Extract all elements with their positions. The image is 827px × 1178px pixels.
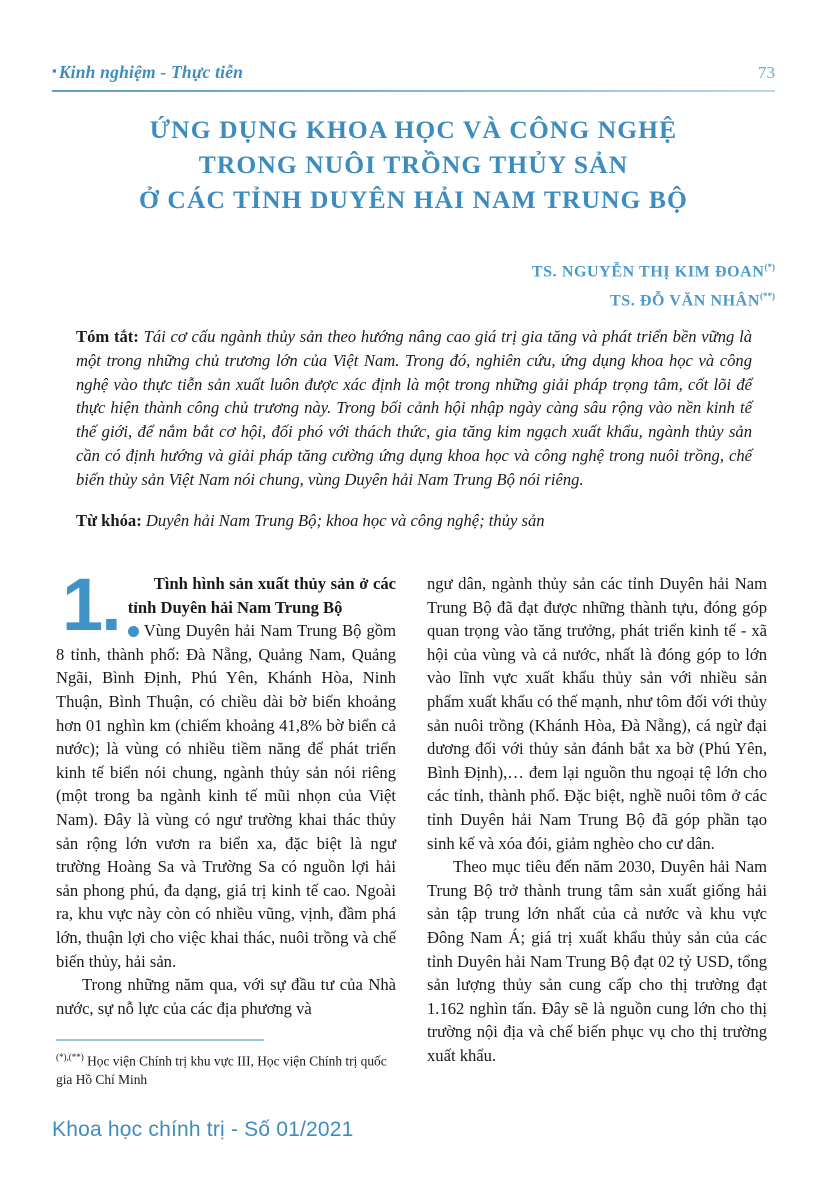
footnote-text: Học viện Chính trị khu vực III, Học viện Chính trị quốc gia Hồ Chí Minh — [56, 1053, 387, 1088]
author-1-footnote-mark: (*) — [764, 262, 775, 272]
title-line-1: ỨNG DỤNG KHOA HỌC VÀ CÔNG NGHỆ — [149, 115, 678, 144]
body-column-left — [56, 563, 396, 1032]
abstract — [76, 325, 752, 492]
running-head-text: Kinh nghiệm - Thực tiễn — [58, 62, 244, 82]
footnote — [56, 1048, 396, 1089]
paragraph-right-2: Theo mục tiêu đến năm 2030, Duyên hải Nam Trung Bộ trở thành trung tâm sản xuất giống hải sản tập trung lớn nhất của cả nước và khu vực Đông Nam Á; giá trị xuất khẩu thủy sản của các tỉnh Duyên hải Nam Trung Bộ đạt 02 tỷ USD, tổng sản lượng thủy sản cung cấp cho thị trường đạt 1.162 nghìn tấn. Đây sẽ là nguồn cung lớn cho thị trường nội địa và chế biến phục vụ cho thị trường xuất khẩu. — [427, 857, 767, 1065]
section-number: 1. — [62, 563, 120, 646]
author-2-name: TS. ĐỖ VĂN NHÂN — [609, 292, 760, 310]
paragraph-right-1: ngư dân, ngành thủy sản các tỉnh Duyên hải Nam Trung Bộ đã đạt được những thành tựu, đóng góp quan trọng vào tăng trưởng, phát triển kinh tế - xã hội của vùng và cả nước, nhất là đóng góp to lớn vào lĩnh vực xuất khẩu thủy sản với nhiều sản phẩm xuất khẩu có thế mạnh, như tôm đối với thủy sản nuôi trồng (Khánh Hòa, Đà Nẵng), cá ngừ đại dương đối với thủy sản đánh bắt xa bờ (Phú Yên, Bình Định),… đem lại nguồn thu ngoại tệ lớn cho các tỉnh, thành phố. Đặc biệt, nghề nuôi tôm ở các tỉnh Duyên hải Nam Trung Bộ đã góp phần tạo sinh kế và xóa đói, giảm nghèo cho cư dân. — [427, 574, 767, 853]
body-column-right — [427, 572, 767, 1092]
running-head-label — [52, 62, 243, 83]
author-1 — [52, 255, 775, 284]
footnote-marks: (*),(**) — [56, 1052, 84, 1062]
author-1-name: TS. NGUYỄN THỊ KIM ĐOAN — [531, 263, 765, 281]
header-rule — [52, 90, 775, 92]
keywords — [76, 509, 752, 533]
paragraph-left-1 — [56, 619, 396, 973]
keywords-label: Từ khóa: — [76, 511, 142, 530]
footnote-rule — [56, 1039, 264, 1041]
author-2 — [52, 284, 775, 313]
abstract-text: Tái cơ cấu ngành thủy sản theo hướng nâng cao giá trị gia tăng và phát triển bền vững là một trong những chủ trương lớn của Việt Nam. Trong đó, nghiên cứu, ứng dụng khoa học và công nghệ vào thực tiễn sản xuất luôn được xác định là một trong những giải pháp trọng tâm, cốt lõi để thực hiện thành công chủ trương này. Trong bối cảnh hội nhập ngày càng sâu rộng vào nền kinh tế thế giới, để nắm bắt cơ hội, đối phó với thách thức, gia tăng kim ngạch xuất khẩu, ngành thủy sản cần có định hướng và giải pháp tăng cường ứng dụng khoa học và công nghệ trong nuôi trồng, chế biến thủy sản Việt Nam nói chung, vùng Duyên hải Nam Trung Bộ nói riêng. — [76, 327, 752, 489]
title-line-3: Ở CÁC TỈNH DUYÊN HẢI NAM TRUNG BỘ — [139, 185, 688, 214]
paragraph-bullet-icon — [128, 626, 139, 637]
abstract-label: Tóm tắt: — [76, 327, 139, 346]
page-number: 73 — [758, 63, 775, 82]
running-head — [52, 62, 775, 98]
paragraph-left-2: Trong những năm qua, với sự đầu tư của Nhà nước, sự nỗ lực của các địa phương và — [56, 975, 396, 1018]
title-line-2: TRONG NUÔI TRỒNG THỦY SẢN — [198, 150, 629, 179]
paragraph-left-1-text: Vùng Duyên hải Nam Trung Bộ gồm 8 tỉnh, thành phố: Đà Nẵng, Quảng Nam, Quảng Ngãi, Bình Định, Phú Yên, Khánh Hòa, Ninh Thuận, Bình Thuận, có chiều dài bờ biển khoảng hơn 01 nghìn km (chiếm khoảng 41,8% bờ biển cả nước); là vùng có nhiều tiềm năng để phát triển kinh tế biển nói chung, ngành thủy sản nói riêng (một trong ba ngành kinh tế mũi nhọn của Việt Nam). Đây là vùng có ngư trường khai thác thủy sản rộng lớn vươn ra biển xa, đặc biệt là ngư trường Hoàng Sa và Trường Sa có nguồn lợi hải sản phong phú, đa dạng, giá trị kinh tế cao. Ngoài ra, khu vực này còn có nhiều vũng, vịnh, đầm phá lớn, thuận lợi cho việc khai thác, nuôi trồng và chế biến thủy, hải sản. — [56, 621, 396, 971]
author-block — [52, 255, 775, 314]
article-title — [52, 112, 775, 217]
footer-journal-line: Khoa học chính trị - Số 01/2021 — [52, 1118, 354, 1141]
keywords-text: Duyên hải Nam Trung Bộ; khoa học và công nghệ; thủy sản — [141, 511, 545, 530]
section-heading: Tình hình sản xuất thủy sản ở các tỉnh Duyên hải Nam Trung Bộ — [127, 574, 396, 617]
bullet-icon: ▪ — [52, 63, 57, 78]
author-2-footnote-mark: (**) — [760, 291, 775, 302]
